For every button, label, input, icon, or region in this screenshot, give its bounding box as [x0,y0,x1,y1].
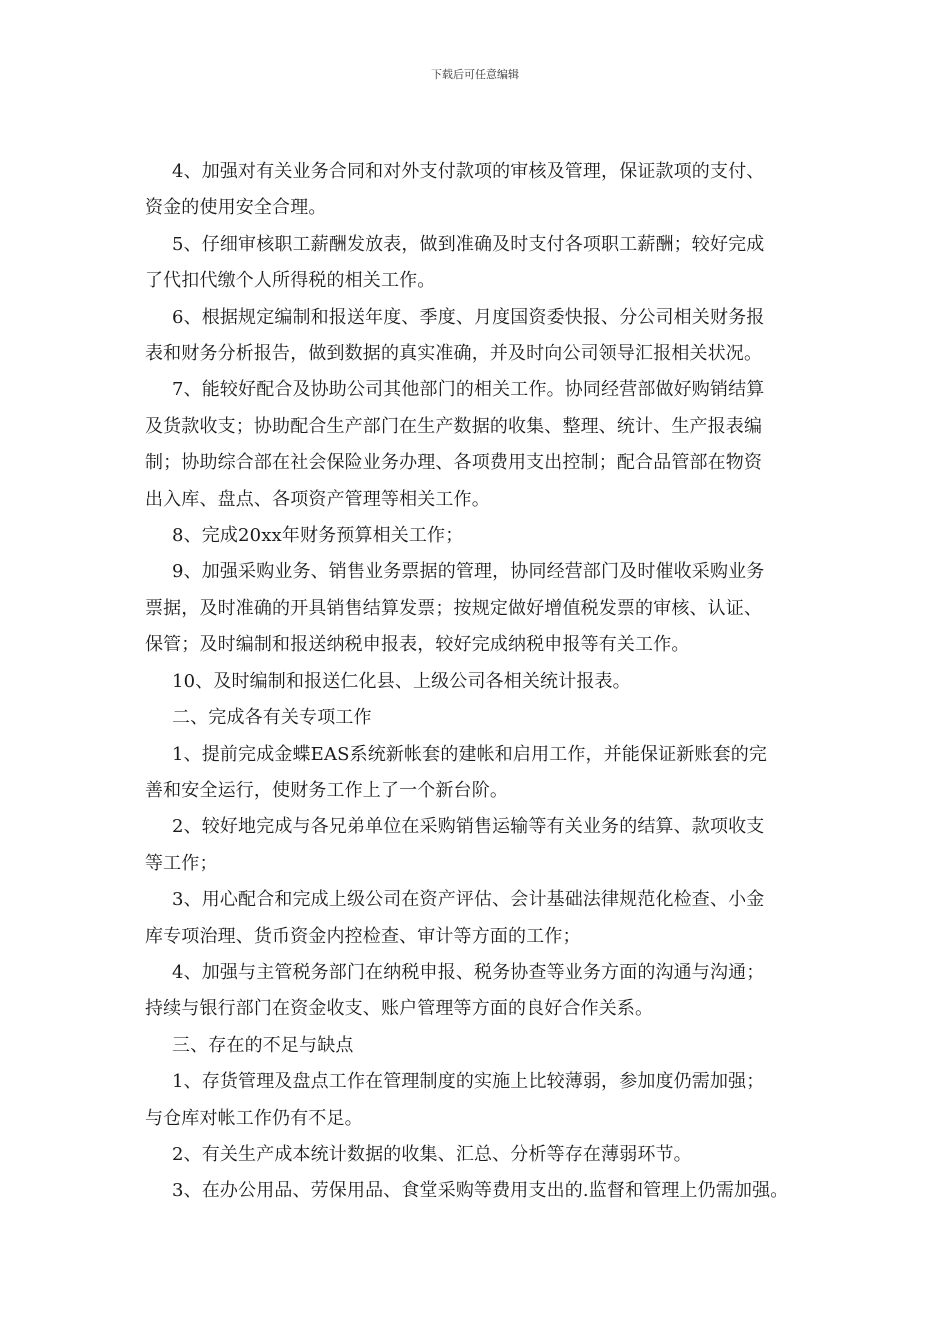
paragraph [145,1173,817,1209]
text-line: 资金的使用安全合理。 [145,197,327,219]
text-line: 表和财务分析报告，做到数据的真实准确，并及时向公司领导汇报相关状况。 [145,343,763,365]
text-line: 4、加强与主管税务部门在纳税申报、税务协查等业务方面的沟通与沟通； [172,961,765,983]
text-line: 3、用心配合和完成上级公司在资产评估、会计基础法律规范化检查、小金 [172,889,765,911]
text-line: 了代扣代缴个人所得税的相关工作。 [145,270,436,292]
text-line: 2、有关生产成本统计数据的收集、汇总、分析等存在薄弱环节。 [172,1143,692,1165]
text-line: 持续与银行部门在资金收支、账户管理等方面的良好合作关系。 [145,998,654,1020]
paragraph [145,882,817,955]
text-line: 等工作； [145,852,218,874]
paragraph [145,700,817,736]
text-line: 2、较好地完成与各兄弟单位在采购销售运输等有关业务的结算、款项收支 [172,816,765,838]
text-line: 制；协助综合部在社会保险业务办理、各项费用支出控制；配合品管部在物资 [145,452,763,474]
text-line: 善和安全运行，使财务工作上了一个新台阶。 [145,779,508,801]
text-line: 票据，及时准确的开具销售结算发票；按规定做好增值税发票的审核、认证、 [145,597,763,619]
text-line: 三、存在的不足与缺点 [172,1034,354,1056]
paragraph [145,1137,817,1173]
text-line: 二、完成各有关专项工作 [172,707,372,729]
paragraph [145,1064,817,1137]
paragraph [145,554,817,663]
text-line: 3、在办公用品、劳保用品、食堂采购等费用支出的.监督和管理上仍需加强。 [172,1180,789,1202]
paragraph [145,154,817,227]
text-line: 4、加强对有关业务合同和对外支付款项的审核及管理，保证款项的支付、 [172,161,765,182]
text-line: 与仓库对帐工作仍有不足。 [145,1107,363,1129]
text-line: 保管；及时编制和报送纳税申报表，较好完成纳税申报等有关工作。 [145,634,690,656]
text-line: 9、加强采购业务、销售业务票据的管理，协同经营部门及时催收采购业务 [172,561,765,583]
text-line: 1、提前完成金蝶EAS系统新帐套的建帐和启用工作，并能保证新账套的完 [172,743,768,765]
text-line: 6、根据规定编制和报送年度、季度、月度国资委快报、分公司相关财务报 [172,306,765,328]
paragraph [145,372,817,518]
paragraph [145,1028,817,1064]
paragraph [145,955,817,1028]
text-line: 10、及时编制和报送仁化县、上级公司各相关统计报表。 [172,670,631,692]
text-line: 5、仔细审核职工薪酬发放表，做到准确及时支付各项职工薪酬；较好完成 [172,233,765,255]
paragraph [145,518,817,554]
document-body [145,154,817,1210]
paragraph [145,737,817,810]
paragraph [145,227,817,300]
paragraph [145,300,817,373]
text-line: 7、能较好配合及协助公司其他部门的相关工作。协同经营部做好购销结算 [172,379,765,401]
text-line: 1、存货管理及盘点工作在管理制度的实施上比较薄弱，参加度仍需加强； [172,1071,765,1093]
paragraph [145,664,817,700]
text-line: 8、完成20xx年财务预算相关工作； [172,525,464,547]
page-header-note: 下载后可任意编辑 [431,68,519,81]
text-line: 库专项治理、货币资金内控检查、审计等方面的工作； [145,925,581,947]
paragraph [145,809,817,882]
text-line: 出入库、盘点、各项资产管理等相关工作。 [145,488,490,510]
text-line: 及货款收支；协助配合生产部门在生产数据的收集、整理、统计、生产报表编 [145,415,763,437]
